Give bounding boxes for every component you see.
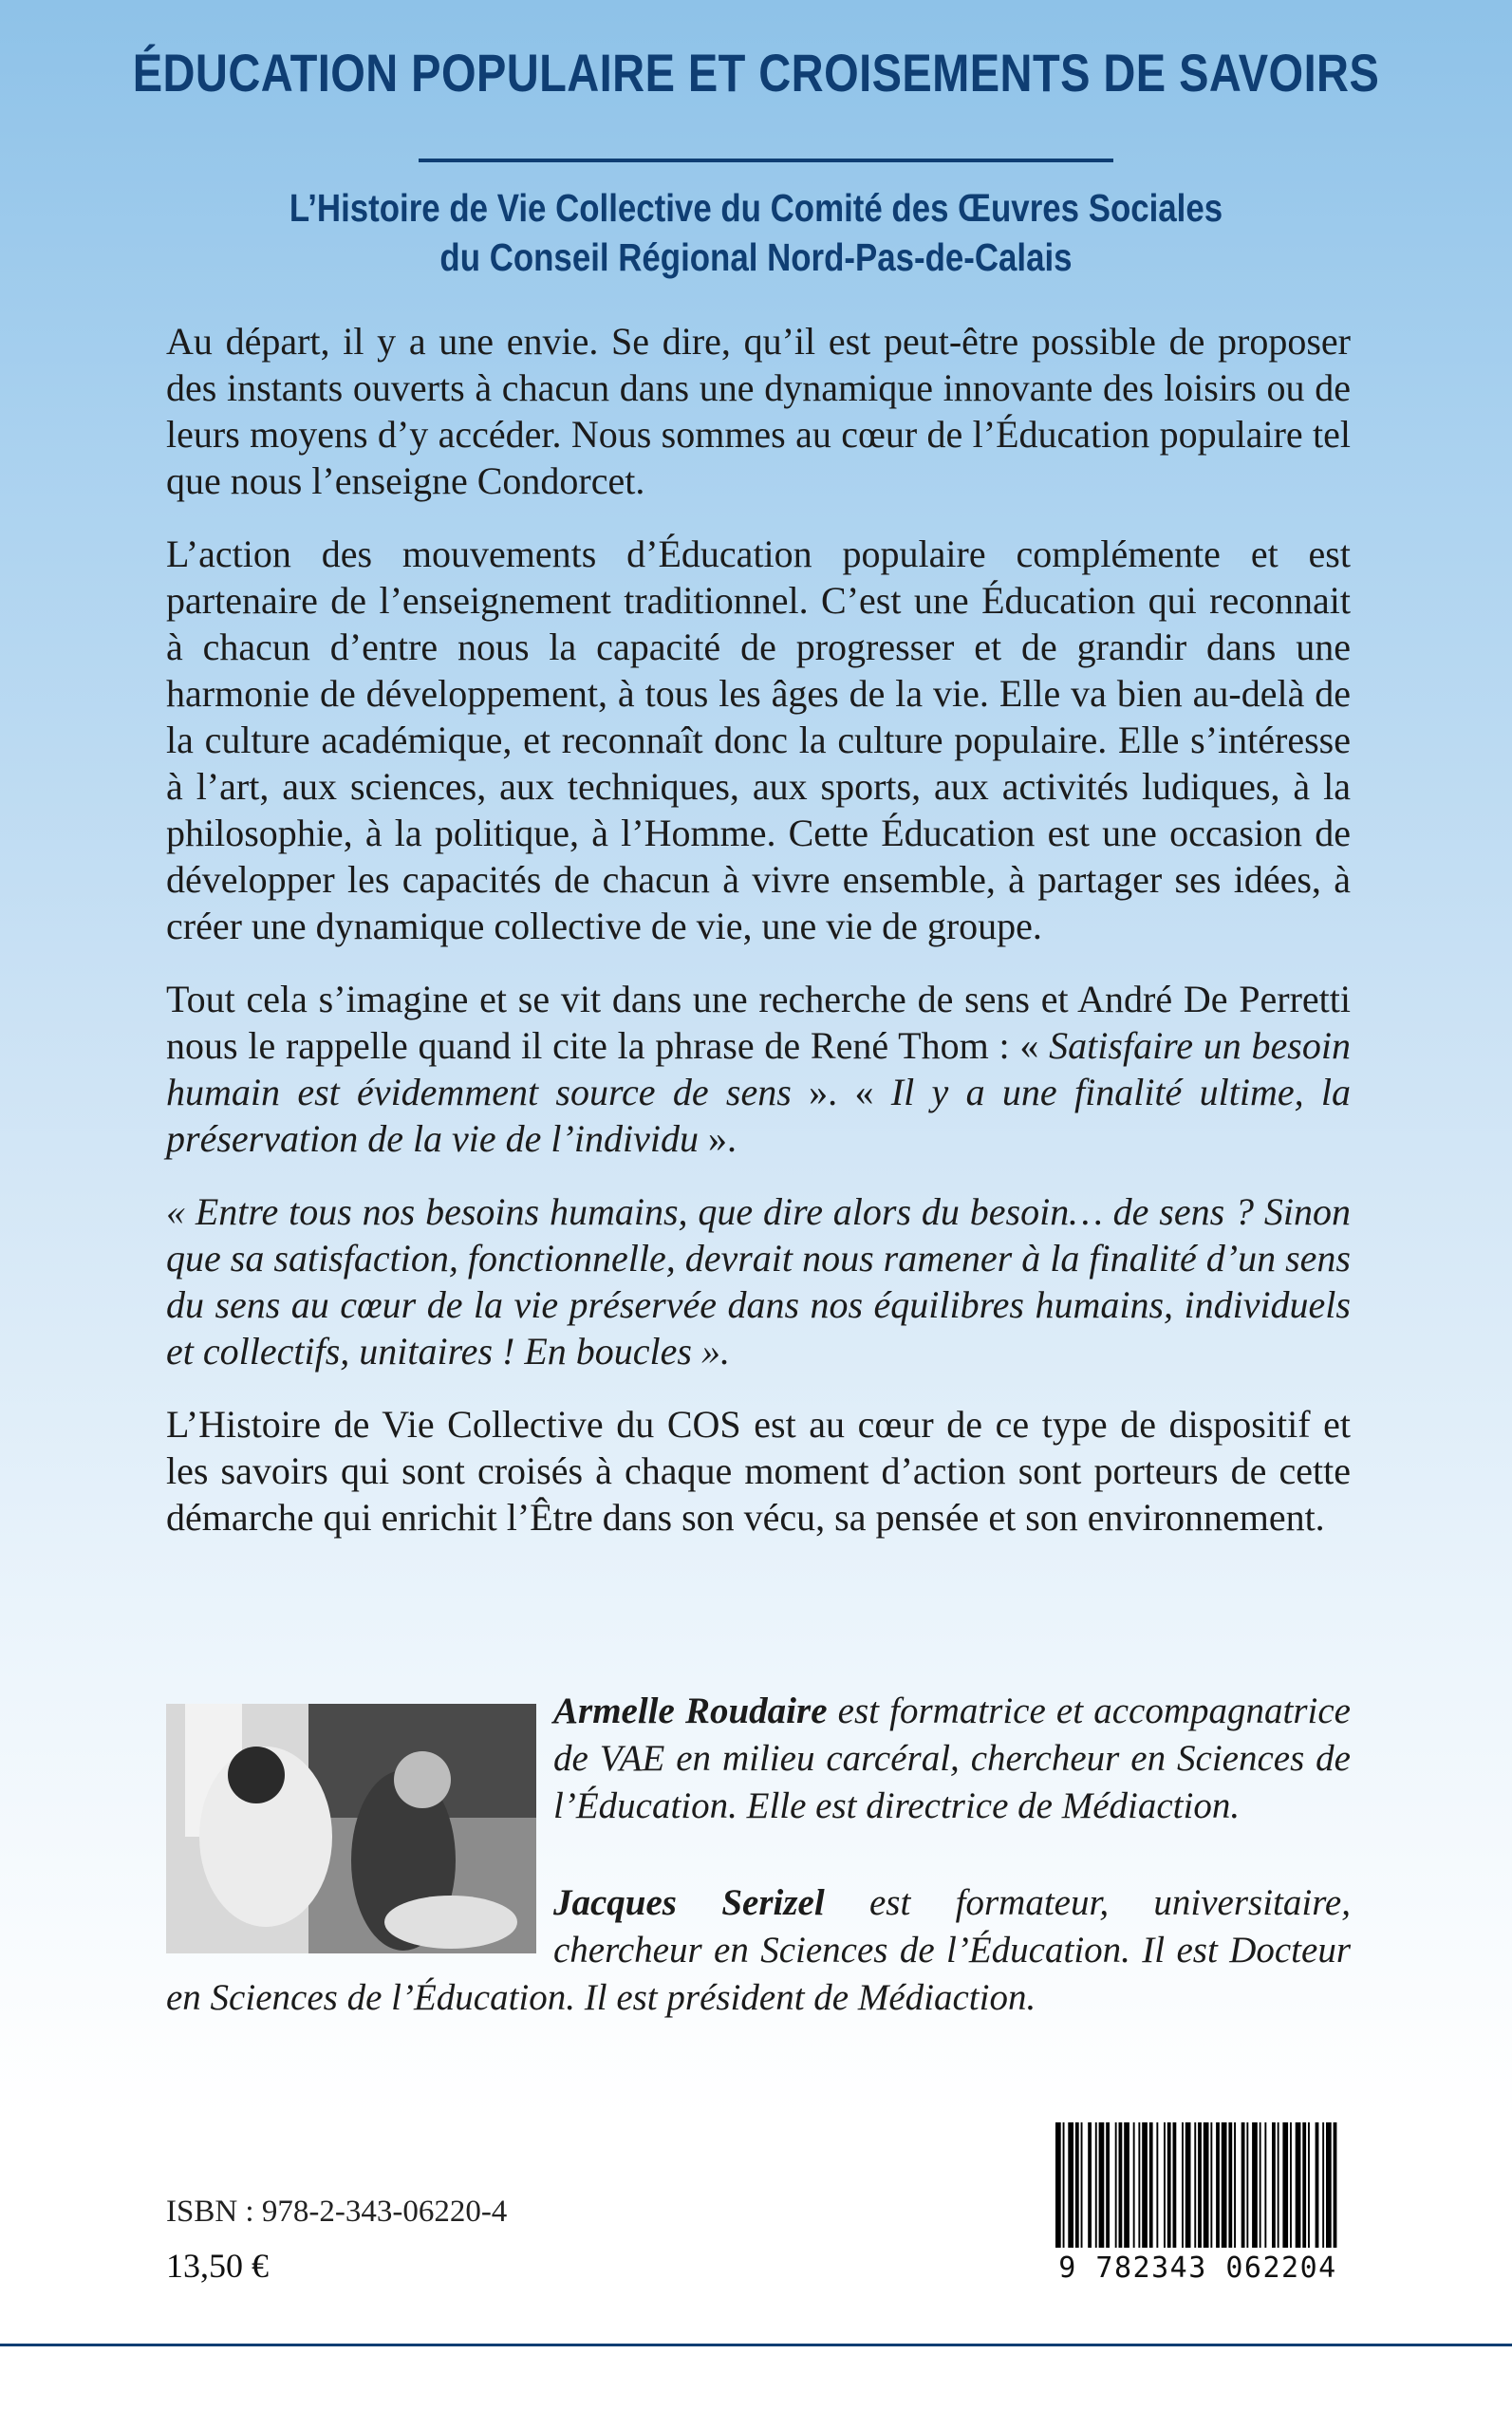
price: 13,50 € bbox=[166, 2247, 269, 2285]
book-subtitle bbox=[113, 183, 1398, 282]
barcode-bar bbox=[1115, 2122, 1117, 2248]
quote-open: « bbox=[1019, 1024, 1050, 1067]
barcode-bar bbox=[1290, 2122, 1292, 2248]
author-1-name: Armelle Roudaire bbox=[553, 1691, 828, 1731]
barcode-bar bbox=[1119, 2122, 1123, 2248]
barcode-bar bbox=[1210, 2122, 1212, 2248]
barcode-bar bbox=[1260, 2122, 1261, 2248]
barcode-bar bbox=[1106, 2122, 1110, 2248]
barcode-bar bbox=[1142, 2122, 1148, 2248]
barcode-bar bbox=[1326, 2122, 1332, 2248]
back-cover-text bbox=[166, 318, 1351, 1567]
barcode-bar bbox=[1138, 2122, 1140, 2248]
barcode-bar bbox=[1296, 2122, 1301, 2248]
barcode-bar bbox=[1194, 2122, 1196, 2248]
barcode-bar bbox=[1204, 2122, 1209, 2248]
barcode-bar bbox=[1241, 2122, 1245, 2248]
quote-close: ». bbox=[698, 1117, 737, 1160]
barcode-bar bbox=[1302, 2122, 1306, 2248]
barcode-bar bbox=[1185, 2122, 1191, 2248]
paragraph-3-intro: Tout cela s’imagine et se vit dans une recherche de sens et André De Perretti nous le rappelle quand il cite la phrase de René Thom : bbox=[166, 978, 1351, 1067]
author-biographies bbox=[166, 1688, 1351, 2022]
barcode-bar bbox=[1167, 2122, 1171, 2248]
bottom-divider bbox=[0, 2344, 1512, 2346]
paragraph-1: Au départ, il y a une envie. Se dire, qu’il est peut-être possible de proposer des instants ouverts à chacun dans une dynamique innovante des loisirs ou de leurs moyens d’y accéder. Nous sommes au cœur de l’Éducation populaire tel que nous l’enseigne Condorcet. bbox=[166, 320, 1351, 502]
barcode-bar bbox=[1099, 2122, 1105, 2248]
barcode-bar bbox=[1252, 2122, 1258, 2248]
subtitle-line-2: du Conseil Régional Nord-Pas-de-Calais bbox=[439, 235, 1073, 279]
author-1-text: est formatrice et accompagnatrice de VAE en milieu carcéral, chercheur en Sciences de l’Éducation. Elle est directrice de Médiaction. bbox=[553, 1691, 1351, 1826]
quote-thom-2: Il y a une finalité ultime, la préservation de la vie de l’individu bbox=[166, 1071, 1352, 1160]
barcode-bar bbox=[1095, 2122, 1097, 2248]
subtitle-line-1: L’Histoire de Vie Collective du Comité des Œuvres Sociales bbox=[289, 186, 1223, 230]
barcode-bar bbox=[1063, 2122, 1065, 2248]
barcode-bar bbox=[1173, 2122, 1177, 2248]
barcode-bar bbox=[1164, 2122, 1166, 2248]
barcode-bar bbox=[1334, 2122, 1337, 2248]
barcode-bar bbox=[1081, 2122, 1083, 2248]
barcode-bar bbox=[1124, 2122, 1129, 2248]
barcode-digits: 9 782343 062204 bbox=[1054, 2251, 1342, 2285]
quote-separator: ». « bbox=[791, 1071, 891, 1113]
barcode-bar bbox=[1088, 2122, 1092, 2248]
paragraph-5: L’Histoire de Vie Collective du COS est au cœur de ce type de dispositif et les savoirs qui sont croisés à chaque moment d’action sont porteurs de cette démarche qui enrichit l’Être dans son vécu, sa pensée et son environnement. bbox=[166, 1403, 1351, 1539]
barcode-bar bbox=[1322, 2122, 1324, 2248]
barcode-bar bbox=[1149, 2122, 1153, 2248]
paragraph-3 bbox=[166, 976, 1351, 1162]
barcode-bar bbox=[1228, 2122, 1232, 2248]
barcode-bar bbox=[1316, 2122, 1319, 2248]
barcode-bar bbox=[1156, 2122, 1158, 2248]
barcode-bar bbox=[1246, 2122, 1248, 2248]
barcode-bar bbox=[1075, 2122, 1079, 2248]
title-divider bbox=[419, 159, 1113, 162]
book-title: ÉDUCATION POPULAIRE ET CROISEMENTS DE SAVOIRS bbox=[132, 43, 1380, 103]
paragraph-4-quote: « Entre tous nos besoins humains, que dire alors du besoin… de sens ? Sinon que sa satisfaction, fonctionnelle, devrait nous ramener à la finalité d’un sens du sens au cœur de la vie préservée dans nos équilibres humains, individuels et collectifs, unitaires ! En boucles ». bbox=[166, 1190, 1351, 1373]
author-2-text: est formateur, universitaire, chercheur en Sciences de l’Éducation. Il est Docteur en Sciences de l’Éducation. Il est président de Médiaction. bbox=[166, 1882, 1351, 2018]
barcode-bar bbox=[1308, 2122, 1310, 2248]
paragraph-2: L’action des mouvements d’Éducation populaire complémente et est partenaire de l’enseignement traditionnel. C’est une Éducation qui reconnait à chacun d’entre nous la capacité de progresser et de grandir dans une harmonie de développement, à tous les âges de la vie. Elle va bien au-delà de la culture académique, et reconnaît donc la culture populaire. Elle s’intéresse à l’art, aux sciences, aux techniques, aux sports, aux activités ludiques, à la philosophie, à la politique, à l’Homme. Cette Éducation est une occasion de développer les capacités de chacun à vivre ensemble, à partager ses idées, à créer une dynamique collective de vie, une vie de groupe. bbox=[166, 532, 1351, 947]
quote-thom-1: Satisfaire un besoin humain est évidemment source de sens bbox=[166, 1024, 1351, 1113]
barcode-bar bbox=[1278, 2122, 1279, 2248]
barcode-bar bbox=[1222, 2122, 1227, 2248]
barcode-bar bbox=[1282, 2122, 1288, 2248]
barcode-bar bbox=[1198, 2122, 1202, 2248]
barcode-bar bbox=[1264, 2122, 1266, 2248]
isbn: ISBN : 978-2-343-06220-4 bbox=[166, 2195, 508, 2229]
barcode-bar bbox=[1272, 2122, 1276, 2248]
author-2-name: Jacques Serizel bbox=[553, 1882, 825, 1923]
barcode-bar bbox=[1216, 2122, 1220, 2248]
barcode-bar bbox=[1133, 2122, 1135, 2248]
barcode-bar bbox=[1234, 2122, 1236, 2248]
barcode-bar bbox=[1055, 2122, 1061, 2248]
photo-spacer bbox=[166, 1688, 553, 1936]
barcode-bar bbox=[1182, 2122, 1184, 2248]
barcode-bar bbox=[1068, 2122, 1073, 2248]
